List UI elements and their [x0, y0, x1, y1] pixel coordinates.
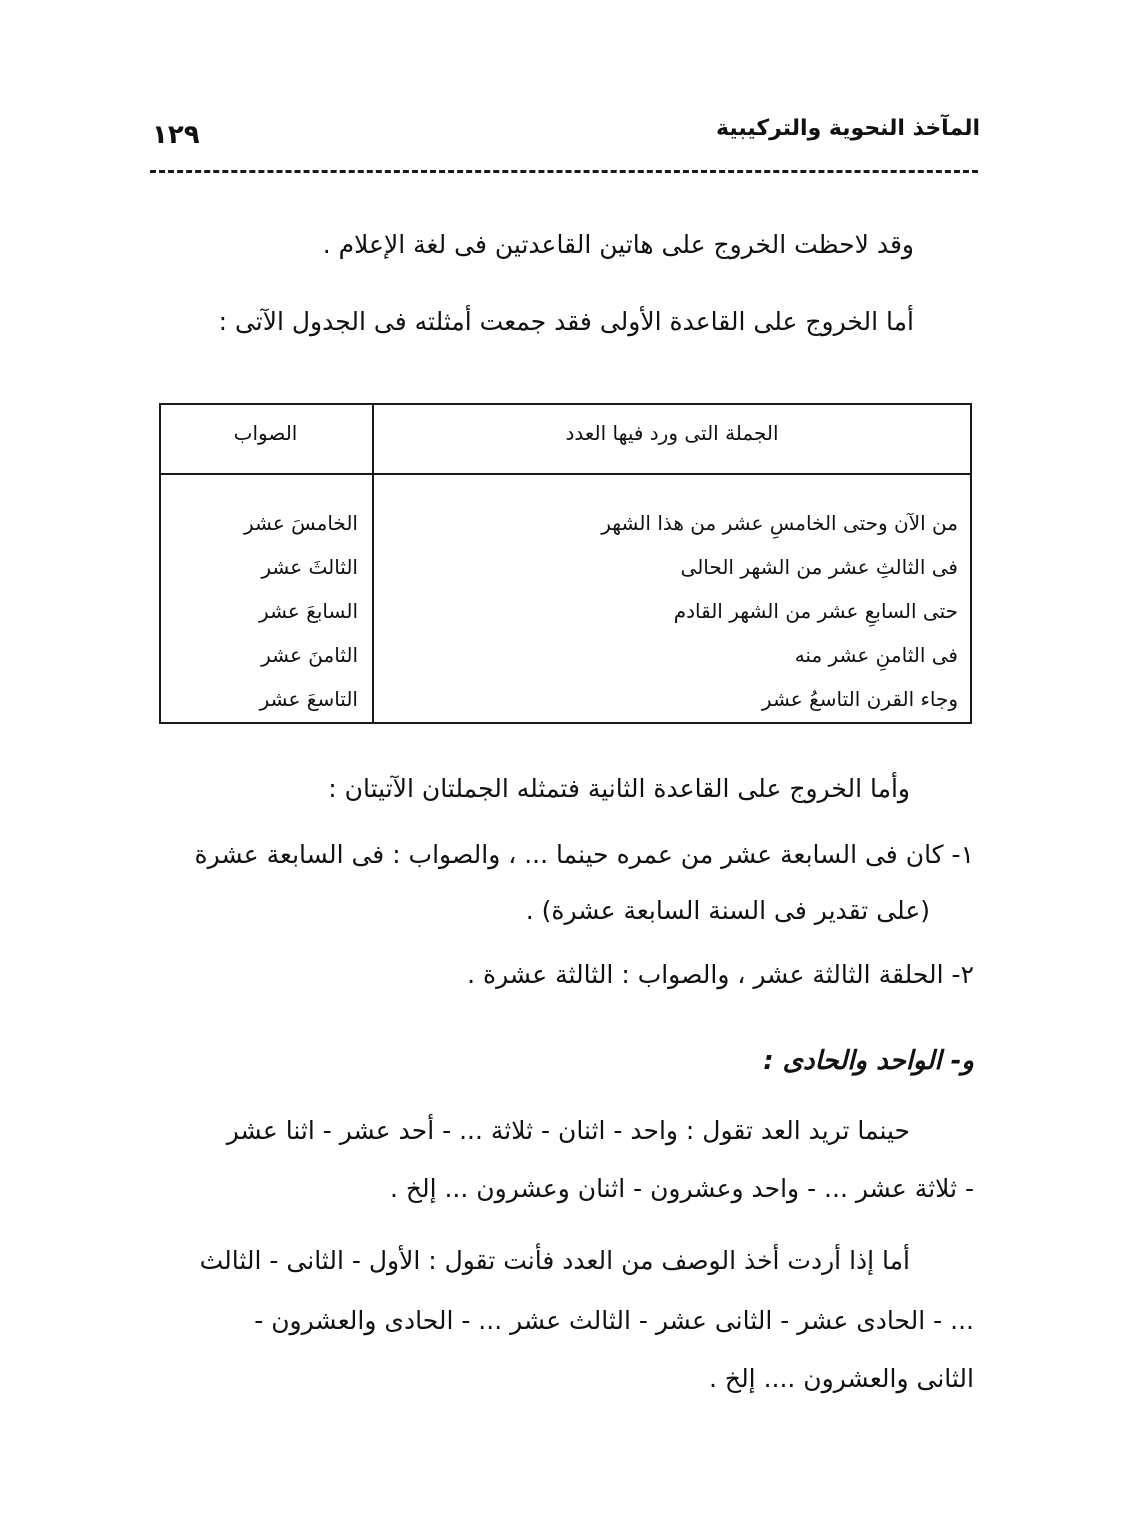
table-row: [161, 506, 970, 550]
section-p2-line-1: أما إذا أردت أخذ الوصف من العدد فأنت تقول : الأول - الثانى - الثالث: [199, 1246, 910, 1275]
table-cell-correct: التاسعَ عشر: [259, 687, 358, 711]
header-divider: [150, 170, 978, 173]
table-cell-sentence: فى الثامنِ عشر منه: [794, 643, 958, 667]
section-p1-line-2: - ثلاثة عشر ... - واحد وعشرون - اثنان وعشرون ... إلخ .: [389, 1174, 974, 1203]
table-row: [161, 550, 970, 594]
rule2-item-1-line-1: ١- كان فى السابعة عشر من عمره حينما ... ، والصواب : فى السابعة عشرة: [194, 840, 974, 869]
rule2-item-1-line-2: (على تقدير فى السنة السابعة عشرة) .: [525, 896, 930, 925]
table-body: [161, 506, 970, 726]
examples-table: [159, 403, 972, 724]
table-header-divider: [161, 473, 970, 475]
table-row: [161, 682, 970, 726]
table-header-correct: الصواب: [233, 421, 298, 445]
table-cell-sentence: فى الثالثِ عشر من الشهر الحالى: [680, 555, 958, 579]
section-heading: و- الواحد والحادى :: [763, 1046, 974, 1076]
table-row: [161, 594, 970, 638]
table-cell-sentence: وجاء القرن التاسعُ عشر: [761, 687, 958, 711]
table-cell-sentence: حتى السابعِ عشر من الشهر القادم: [673, 599, 958, 623]
table-row: [161, 638, 970, 682]
rule2-item-2: ٢- الحلقة الثالثة عشر ، والصواب : الثالثة عشرة .: [467, 960, 974, 989]
table-header-sentence: الجملة التى ورد فيها العدد: [565, 421, 779, 445]
table-cell-correct: الخامسَ عشر: [243, 511, 358, 535]
section-p2-line-3: الثانى والعشرون .... إلخ .: [709, 1364, 974, 1393]
rule2-intro: وأما الخروج على القاعدة الثانية فتمثله الجملتان الآتيتان :: [328, 774, 910, 803]
section-p1-line-1: حينما تريد العد تقول : واحد - اثنان - ثلاثة ... - أحد عشر - اثنا عشر: [226, 1116, 910, 1145]
intro-line-1: وقد لاحظت الخروج على هاتين القاعدتين فى لغة الإعلام .: [322, 230, 914, 259]
table-cell-correct: السابعَ عشر: [259, 599, 358, 623]
table-cell-correct: الثالثَ عشر: [261, 555, 358, 579]
intro-line-2: أما الخروج على القاعدة الأولى فقد جمعت أمثلته فى الجدول الآتى :: [218, 307, 914, 336]
table-cell-sentence: من الآن وحتى الخامسِ عشر من هذا الشهر: [601, 511, 958, 535]
section-p2-line-2: ... - الحادى عشر - الثانى عشر - الثالث عشر ... - الحادى والعشرون -: [254, 1306, 974, 1335]
table-cell-correct: الثامنَ عشر: [261, 643, 358, 667]
page-number: ١٢٩: [152, 120, 200, 150]
running-header-title: المآخذ النحوية والتركيبية: [716, 116, 980, 141]
